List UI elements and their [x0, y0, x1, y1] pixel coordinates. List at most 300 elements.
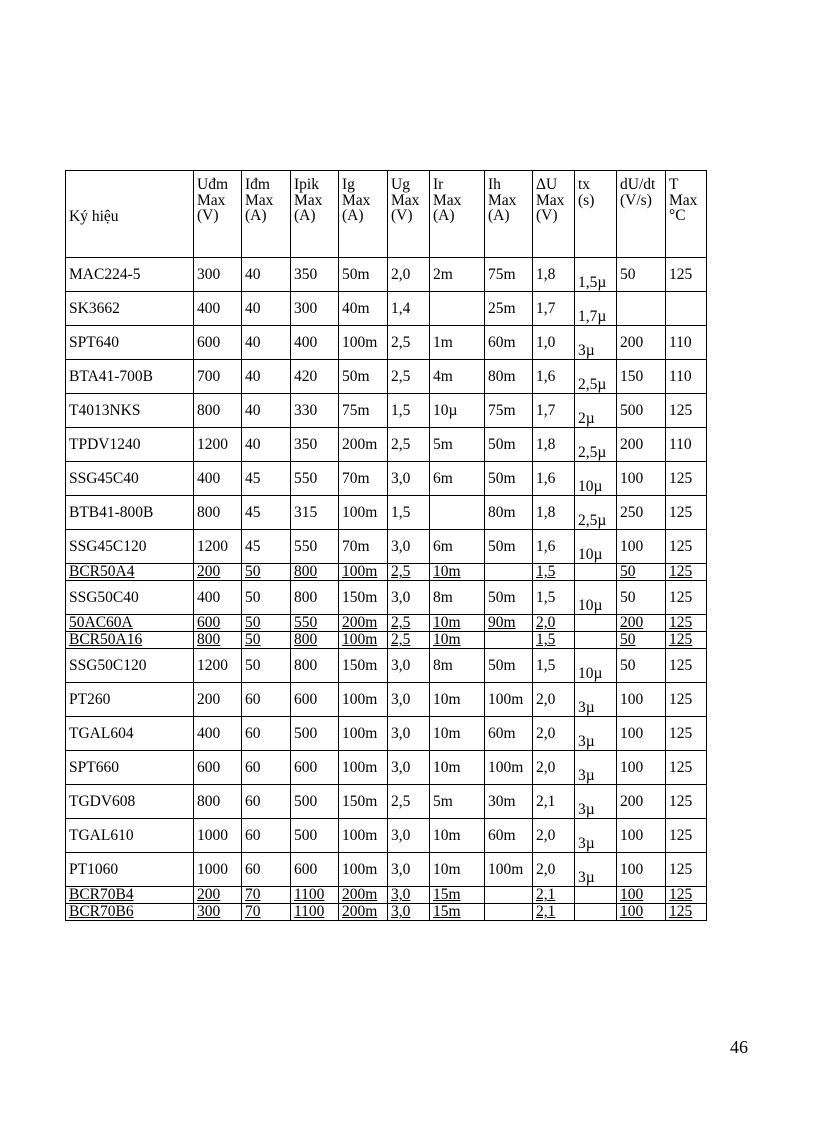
cell-text: 50: [620, 656, 636, 674]
table-cell: [485, 564, 533, 581]
table-cell: [388, 632, 430, 649]
cell-text: BTB41-800B: [69, 503, 154, 521]
column-header-line: Max: [391, 191, 420, 209]
table-cell: [430, 649, 485, 683]
table-row: [66, 496, 707, 530]
table-cell: [430, 258, 485, 292]
table-body: [66, 258, 707, 921]
table-cell: [666, 887, 707, 904]
cell-text: 2,5µ: [578, 443, 607, 461]
cell-text: PT1060: [69, 860, 119, 878]
part-number-cell: [66, 887, 194, 904]
column-header-line: Ipik: [294, 176, 319, 193]
cell-text: 60: [245, 860, 261, 878]
cell-text: 500: [620, 401, 644, 419]
cell-text: 90m: [488, 614, 516, 632]
table-cell: [666, 819, 707, 853]
cell-text: 3,0: [391, 903, 411, 921]
cell-text: 10m: [433, 826, 461, 844]
column-header-line: °C: [669, 207, 686, 224]
cell-text: 1200: [197, 435, 228, 453]
cell-text: TGAL610: [69, 826, 134, 844]
table-cell: [194, 258, 242, 292]
part-number-cell: [66, 615, 194, 632]
table-cell: [194, 564, 242, 581]
cell-text: 2,0: [536, 690, 556, 708]
table-cell: [291, 785, 339, 819]
cell-text: 60m: [488, 333, 516, 351]
column-header-line: Max: [342, 191, 371, 209]
cell-text: TGDV608: [69, 792, 136, 810]
column-header-line: Ig: [342, 176, 355, 193]
table-cell: [194, 326, 242, 360]
cell-text: 125: [669, 656, 693, 674]
table-cell: [194, 360, 242, 394]
table-cell: [388, 853, 430, 887]
table-cell: [666, 615, 707, 632]
cell-text: BCR70B6: [69, 903, 134, 921]
cell-text: 100m: [342, 690, 378, 708]
table-cell: [533, 853, 575, 887]
table-cell: [242, 887, 291, 904]
table-row: [66, 428, 707, 462]
cell-text: 10µ: [578, 477, 603, 495]
cell-text: 3,0: [391, 656, 411, 674]
table-cell: [339, 904, 388, 921]
table-cell: [617, 496, 666, 530]
cell-text: 800: [197, 401, 221, 419]
table-cell: [533, 751, 575, 785]
table-cell: [291, 360, 339, 394]
cell-text: 1,8: [536, 503, 556, 521]
part-number-cell: [66, 530, 194, 564]
column-header-line: (A): [342, 207, 364, 224]
cell-text: 600: [294, 860, 318, 878]
table-cell: [242, 785, 291, 819]
cell-text: 3µ: [578, 341, 595, 359]
cell-text: 10m: [433, 758, 461, 776]
cell-text: 600: [197, 758, 221, 776]
cell-text: 50: [245, 656, 261, 674]
table-cell: [617, 462, 666, 496]
table-cell: [339, 751, 388, 785]
table-cell: [388, 428, 430, 462]
table-row: [66, 581, 707, 615]
table-cell: [388, 581, 430, 615]
cell-text: 80m: [488, 367, 516, 385]
cell-text: 125: [669, 690, 693, 708]
table-row: [66, 360, 707, 394]
table-row: [66, 462, 707, 496]
cell-text: 550: [294, 537, 318, 555]
table-cell: [242, 717, 291, 751]
cell-text: 1,5: [536, 588, 556, 606]
cell-text: 100m: [342, 503, 378, 521]
table-cell: [388, 819, 430, 853]
cell-text: 50: [620, 265, 636, 283]
cell-text: 3,0: [391, 758, 411, 776]
column-header: [242, 171, 291, 258]
table-cell: [339, 819, 388, 853]
table-cell: [666, 904, 707, 921]
cell-text: 350: [294, 265, 318, 283]
table-cell: [388, 462, 430, 496]
cell-text: TGAL604: [69, 724, 134, 742]
cell-text: 100m: [342, 826, 378, 844]
table-cell: [430, 326, 485, 360]
cell-text: TPDV1240: [69, 435, 141, 453]
cell-text: 50: [245, 563, 261, 581]
cell-text: 60: [245, 792, 261, 810]
cell-text: 600: [294, 758, 318, 776]
table-cell: [485, 717, 533, 751]
table-cell: [485, 887, 533, 904]
cell-text: 600: [294, 690, 318, 708]
cell-text: 1,6: [536, 469, 556, 487]
cell-text: 45: [245, 469, 261, 487]
table-cell: [339, 717, 388, 751]
table-cell: [617, 615, 666, 632]
table-row: [66, 258, 707, 292]
table-cell: [339, 530, 388, 564]
cell-text: 200: [620, 435, 644, 453]
cell-text: 2,0: [536, 724, 556, 742]
cell-text: 60: [245, 690, 261, 708]
table-cell: [194, 615, 242, 632]
cell-text: BCR70B4: [69, 886, 134, 904]
cell-text: 10µ: [578, 545, 603, 563]
cell-text: SK3662: [69, 299, 120, 317]
cell-text: 1200: [197, 656, 228, 674]
cell-text: 1,5: [536, 563, 556, 581]
cell-text: 3µ: [578, 800, 595, 818]
table-cell: [666, 853, 707, 887]
table-cell: [291, 581, 339, 615]
column-header-line: T: [669, 176, 679, 193]
cell-text: 125: [669, 401, 693, 419]
table-cell: [194, 785, 242, 819]
cell-text: 10m: [433, 631, 461, 649]
cell-text: 550: [294, 469, 318, 487]
cell-text: 50m: [488, 537, 516, 555]
cell-text: 125: [669, 588, 693, 606]
table-row: [66, 785, 707, 819]
table-cell: [430, 292, 485, 326]
table-row: [66, 530, 707, 564]
cell-text: 100m: [342, 631, 378, 649]
table-cell: [617, 649, 666, 683]
table-cell: [666, 717, 707, 751]
table-row: [66, 632, 707, 649]
cell-text: 1,5: [391, 401, 411, 419]
cell-text: 45: [245, 537, 261, 555]
table-cell: [575, 819, 617, 853]
table-row: [66, 683, 707, 717]
cell-text: 100m: [342, 563, 378, 581]
table-cell: [575, 785, 617, 819]
cell-text: 1000: [197, 826, 228, 844]
cell-text: 100: [620, 826, 644, 844]
cell-text: 500: [294, 792, 318, 810]
column-header-line: Ký hiệu: [69, 207, 119, 225]
cell-text: 50AC60A: [69, 614, 133, 632]
table-cell: [617, 751, 666, 785]
cell-text: 6m: [433, 537, 453, 555]
table-cell: [485, 292, 533, 326]
cell-text: 2,0: [536, 860, 556, 878]
part-number-cell: [66, 564, 194, 581]
table-cell: [388, 496, 430, 530]
table-cell: [339, 292, 388, 326]
table-row: [66, 853, 707, 887]
cell-text: 2,5: [391, 435, 411, 453]
table-cell: [388, 717, 430, 751]
cell-text: 150m: [342, 588, 378, 606]
table-cell: [291, 717, 339, 751]
table-cell: [617, 292, 666, 326]
cell-text: 40: [245, 435, 261, 453]
table-cell: [242, 428, 291, 462]
table-cell: [388, 258, 430, 292]
table-cell: [485, 819, 533, 853]
column-header-line: (V/s): [620, 191, 652, 209]
part-number-cell: [66, 258, 194, 292]
table-cell: [485, 258, 533, 292]
table-cell: [575, 887, 617, 904]
table-cell: [617, 428, 666, 462]
column-header-line: (s): [578, 191, 595, 209]
table-cell: [575, 853, 617, 887]
table-cell: [242, 394, 291, 428]
cell-text: 800: [197, 631, 221, 649]
table-cell: [575, 904, 617, 921]
cell-text: 200: [620, 333, 644, 351]
cell-text: 80m: [488, 503, 516, 521]
table-cell: [485, 496, 533, 530]
cell-text: 10m: [433, 614, 461, 632]
table-cell: [485, 428, 533, 462]
part-number-cell: [66, 683, 194, 717]
table-cell: [575, 717, 617, 751]
table-cell: [194, 394, 242, 428]
table-cell: [485, 904, 533, 921]
cell-text: 100m: [342, 724, 378, 742]
cell-text: 50: [620, 563, 636, 581]
table-cell: [485, 581, 533, 615]
table-cell: [533, 496, 575, 530]
cell-text: 5m: [433, 792, 453, 810]
table-cell: [291, 292, 339, 326]
cell-text: 200: [620, 614, 644, 632]
cell-text: BTA41-700B: [69, 367, 154, 385]
column-header-line: (A): [433, 207, 455, 224]
cell-text: 125: [669, 724, 693, 742]
column-header-line: Uđm: [197, 176, 228, 193]
part-number-cell: [66, 428, 194, 462]
cell-text: 50m: [488, 656, 516, 674]
part-number-cell: [66, 326, 194, 360]
column-header-line: Max: [536, 191, 565, 209]
cell-text: 50m: [488, 435, 516, 453]
table-cell: [339, 394, 388, 428]
table-cell: [575, 394, 617, 428]
cell-text: 50m: [342, 265, 370, 283]
column-header-line: (A): [488, 207, 510, 224]
cell-text: 800: [294, 588, 318, 606]
table-cell: [575, 462, 617, 496]
table-cell: [430, 462, 485, 496]
cell-text: 1,8: [536, 265, 556, 283]
table-cell: [291, 649, 339, 683]
cell-text: 2,5: [391, 792, 411, 810]
cell-text: 330: [294, 401, 318, 419]
cell-text: 800: [294, 656, 318, 674]
table-cell: [194, 292, 242, 326]
cell-text: 100: [620, 469, 644, 487]
part-number-cell: [66, 394, 194, 428]
cell-text: 2,1: [536, 886, 556, 904]
table-cell: [430, 360, 485, 394]
table-cell: [339, 462, 388, 496]
table-cell: [617, 360, 666, 394]
table-cell: [291, 462, 339, 496]
cell-text: 3µ: [578, 834, 595, 852]
cell-text: 100m: [342, 860, 378, 878]
cell-text: 10m: [433, 690, 461, 708]
column-header-line: dU/dt: [620, 176, 656, 193]
cell-text: 420: [294, 367, 318, 385]
cell-text: 50: [245, 631, 261, 649]
cell-text: 1,6: [536, 537, 556, 555]
table-row: [66, 394, 707, 428]
table-cell: [533, 462, 575, 496]
table-row: [66, 326, 707, 360]
cell-text: 150m: [342, 792, 378, 810]
cell-text: SSG50C40: [69, 588, 139, 606]
table-row: [66, 819, 707, 853]
column-header: [485, 171, 533, 258]
part-number-cell: [66, 462, 194, 496]
table-cell: [575, 683, 617, 717]
cell-text: 125: [669, 265, 693, 283]
column-header: [430, 171, 485, 258]
table-cell: [430, 887, 485, 904]
column-header-line: Ug: [391, 176, 410, 193]
table-cell: [242, 819, 291, 853]
cell-text: T4013NKS: [69, 401, 141, 419]
table-cell: [388, 904, 430, 921]
table-cell: [666, 326, 707, 360]
cell-text: 1000: [197, 860, 228, 878]
table-cell: [194, 530, 242, 564]
cell-text: 2,0: [536, 614, 556, 632]
table-cell: [666, 394, 707, 428]
cell-text: 10m: [433, 724, 461, 742]
table-cell: [339, 581, 388, 615]
table-cell: [430, 530, 485, 564]
table-cell: [485, 394, 533, 428]
table-cell: [194, 751, 242, 785]
table-cell: [339, 632, 388, 649]
table-cell: [533, 615, 575, 632]
table-row: [66, 751, 707, 785]
table-cell: [242, 360, 291, 394]
cell-text: 315: [294, 503, 318, 521]
part-number-cell: [66, 904, 194, 921]
table-cell: [388, 751, 430, 785]
cell-text: SSG45C40: [69, 469, 139, 487]
cell-text: 3,0: [391, 537, 411, 555]
cell-text: 3,0: [391, 886, 411, 904]
column-header-line: (V): [197, 207, 219, 224]
table-cell: [242, 632, 291, 649]
column-header-line: ΔU: [536, 176, 558, 193]
cell-text: SPT640: [69, 333, 119, 351]
cell-text: 400: [197, 299, 221, 317]
table-cell: [194, 887, 242, 904]
table-cell: [575, 496, 617, 530]
cell-text: 100: [620, 886, 644, 904]
cell-text: 125: [669, 503, 693, 521]
column-header-line: Max: [294, 191, 323, 209]
cell-text: 50m: [488, 588, 516, 606]
table-cell: [666, 632, 707, 649]
cell-text: 100: [620, 724, 644, 742]
part-number-cell: [66, 751, 194, 785]
table-cell: [666, 360, 707, 394]
table-cell: [666, 258, 707, 292]
cell-text: 75m: [488, 265, 516, 283]
table-cell: [430, 717, 485, 751]
cell-text: 3,0: [391, 690, 411, 708]
column-header: [339, 171, 388, 258]
cell-text: 30m: [488, 792, 516, 810]
column-header: [617, 171, 666, 258]
cell-text: 1100: [294, 886, 325, 904]
table-cell: [388, 564, 430, 581]
table-cell: [533, 564, 575, 581]
cell-text: 300: [197, 903, 221, 921]
table-cell: [533, 581, 575, 615]
cell-text: 1,7: [536, 401, 556, 419]
cell-text: 70: [245, 886, 261, 904]
table-cell: [666, 530, 707, 564]
cell-text: 60: [245, 758, 261, 776]
cell-text: 3µ: [578, 698, 595, 716]
cell-text: MAC224-5: [69, 265, 141, 283]
page-number: 46: [730, 1037, 748, 1057]
table-cell: [291, 530, 339, 564]
table-cell: [485, 785, 533, 819]
cell-text: 50: [620, 631, 636, 649]
table-cell: [430, 428, 485, 462]
table-cell: [430, 581, 485, 615]
table-cell: [339, 258, 388, 292]
table-cell: [339, 683, 388, 717]
table-cell: [339, 564, 388, 581]
cell-text: 800: [197, 503, 221, 521]
cell-text: 300: [197, 265, 221, 283]
part-number-cell: [66, 360, 194, 394]
table-cell: [194, 853, 242, 887]
table-cell: [242, 615, 291, 632]
table-cell: [485, 683, 533, 717]
table-cell: [617, 853, 666, 887]
cell-text: 60m: [488, 826, 516, 844]
cell-text: 2µ: [578, 409, 595, 427]
cell-text: 3µ: [578, 766, 595, 784]
table-cell: [291, 428, 339, 462]
